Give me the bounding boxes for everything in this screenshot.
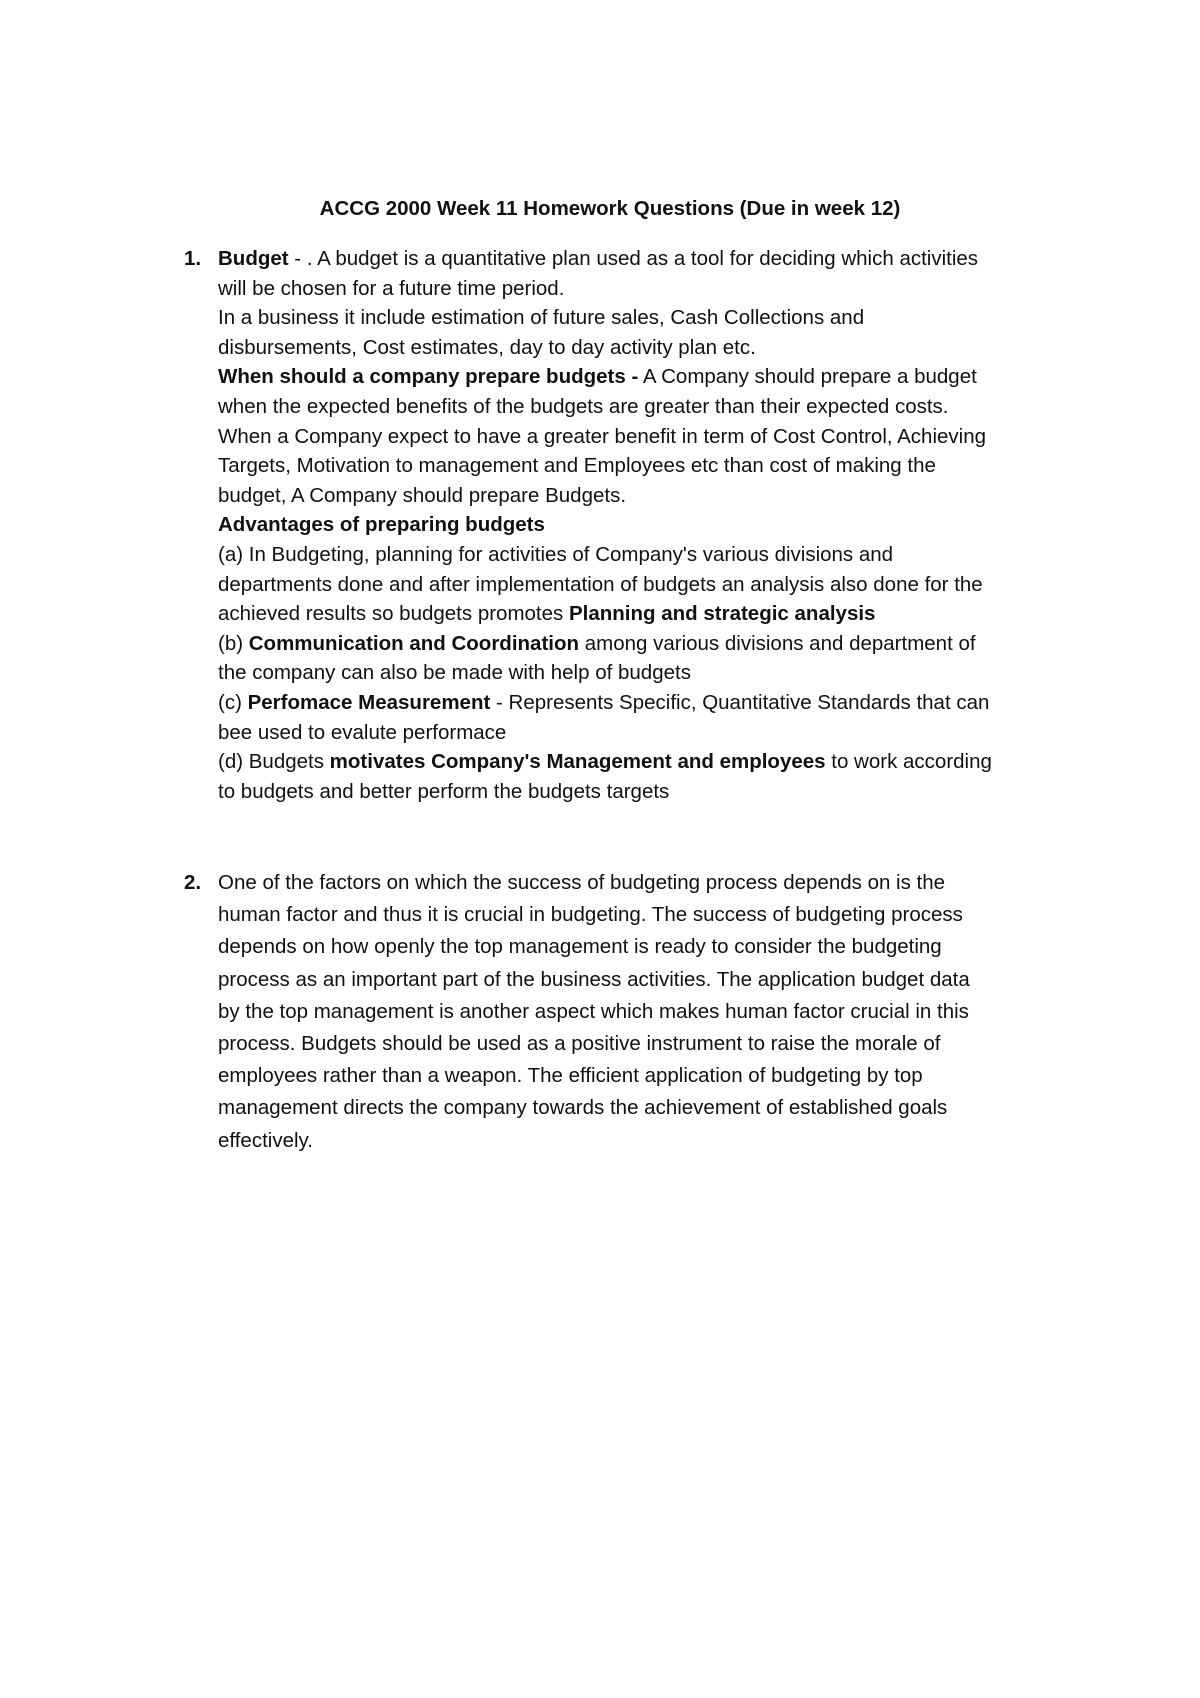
- line-text: (b): [218, 631, 249, 655]
- answer-line: One of the factors on which the success of budgeting process depends on is the: [218, 871, 946, 894]
- term-communication: Communication and Coordination: [248, 631, 580, 655]
- document-title: ACCG 2000 Week 11 Homework Questions (Due in week 12): [319, 197, 901, 220]
- term-performance: Perfomace Measurement: [247, 690, 491, 714]
- answer-line: process as an important part of the business activities. The application budget data: [218, 967, 970, 991]
- line-text: A Company should prepare a budget: [638, 365, 977, 389]
- heading-when-prepare: When should a company prepare budgets -: [218, 365, 639, 389]
- answer-line: employees rather than a weapon. The efficient application of budgeting by top: [218, 1064, 923, 1088]
- question-1-answer: [218, 244, 1088, 806]
- answer-line: [218, 688, 1088, 718]
- term-budget: Budget: [218, 247, 289, 270]
- line-text: to work according: [825, 750, 992, 774]
- line-text: - Represents Specific, Quantitative Standards that can: [490, 690, 990, 714]
- answer-line: [218, 362, 1088, 392]
- answer-line: [218, 747, 1088, 777]
- line-text: (d) Budgets: [218, 750, 330, 774]
- answer-line: depends on how openly the top management is ready to consider the budgeting: [218, 935, 942, 959]
- answer-line: When a Company expect to have a greater benefit in term of Cost Control, Achieving: [218, 424, 987, 448]
- answer-line: process. Budgets should be used as a positive instrument to raise the morale of: [218, 1032, 941, 1056]
- answer-line: effectively.: [218, 1128, 313, 1152]
- line-text: (c): [218, 690, 248, 714]
- answer-line: departments done and after implementation of budgets an analysis also done for the: [218, 572, 983, 596]
- heading-advantages: Advantages of preparing budgets: [218, 513, 545, 537]
- answer-line: by the top management is another aspect which makes human factor crucial in this: [218, 999, 969, 1023]
- answer-line: when the expected benefits of the budgets are greater than their expected costs.: [218, 394, 949, 418]
- answer-line: Targets, Motivation to management and Employees etc than cost of making the: [218, 454, 936, 478]
- answer-line: [218, 599, 1088, 629]
- line-text: achieved results so budgets promotes: [218, 602, 569, 626]
- term-planning: Planning and strategic analysis: [568, 602, 876, 626]
- question-2-answer: [218, 867, 1088, 1157]
- answer-line: [218, 244, 1088, 274]
- answer-line: [218, 629, 1088, 659]
- answer-line: budget, A Company should prepare Budgets.: [218, 483, 627, 507]
- answer-line: bee used to evalute performace: [218, 720, 507, 744]
- line-text: among various divisions and department of: [579, 631, 976, 655]
- answer-line: disbursements, Cost estimates, day to day activity plan etc.: [218, 335, 756, 359]
- answer-line: management directs the company towards the achievement of established goals: [218, 1096, 948, 1120]
- answer-line: (a) In Budgeting, planning for activities of Company's various divisions and: [218, 542, 894, 566]
- answer-line: to budgets and better perform the budgets targets: [218, 779, 670, 803]
- question-number: 1.: [184, 247, 202, 270]
- answer-line: human factor and thus it is crucial in budgeting. The success of budgeting process: [218, 903, 963, 927]
- answer-line: the company can also be made with help of budgets: [218, 661, 691, 685]
- answer-line: will be chosen for a future time period.: [218, 276, 565, 300]
- term-motivates: motivates Company's Management and employees: [329, 750, 826, 774]
- line-text: - . A budget is a quantitative plan used as a tool for deciding which activities: [288, 247, 979, 270]
- answer-line: In a business it include estimation of future sales, Cash Collections and: [218, 306, 865, 330]
- question-number: 2.: [184, 871, 202, 894]
